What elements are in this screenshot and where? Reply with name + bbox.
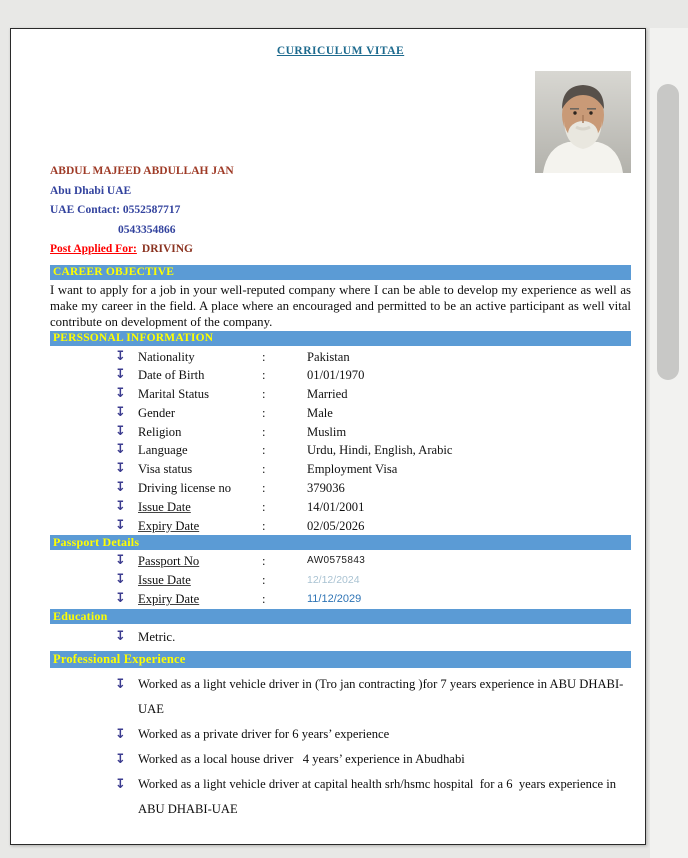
table-row — [50, 571, 631, 590]
down-arrow-bullet-icon: ↧ — [115, 553, 126, 569]
info-label: Driving license no — [138, 481, 232, 496]
info-value: Employment Visa — [307, 462, 398, 477]
colon-separator: : — [262, 499, 266, 514]
down-arrow-bullet-icon: ↧ — [115, 591, 126, 607]
post-applied-line — [50, 240, 631, 260]
table-row — [50, 590, 631, 609]
section-heading-education: Education — [50, 609, 631, 624]
info-value: 02/05/2026 — [307, 518, 365, 533]
table-row — [50, 552, 631, 571]
down-arrow-bullet-icon: ↧ — [115, 498, 126, 514]
list-item — [50, 747, 631, 772]
info-label: Nationality — [138, 349, 195, 364]
info-label: Date of Birth — [138, 368, 205, 383]
info-value: 01/01/1970 — [307, 368, 365, 383]
info-label: Visa status — [138, 462, 193, 477]
right-eyebrow — [587, 108, 596, 110]
down-arrow-bullet-icon: ↧ — [115, 726, 126, 742]
table-row — [50, 498, 631, 517]
table-row — [50, 366, 631, 385]
list-item — [50, 772, 631, 822]
info-label: Expiry Date — [138, 592, 200, 607]
table-row — [50, 404, 631, 423]
experience-item: Worked as a local house driver 4 years’ experience in Abudhabi — [138, 751, 465, 766]
down-arrow-bullet-icon: ↧ — [115, 676, 126, 692]
info-label: Passport No — [138, 554, 200, 569]
colon-separator: : — [262, 349, 266, 364]
colon-separator: : — [262, 481, 266, 496]
left-eye — [573, 111, 576, 114]
table-row — [50, 348, 631, 367]
section-heading-professional-experience: Professional Experience — [50, 651, 631, 668]
list-item — [50, 628, 631, 646]
passport-details-list — [50, 552, 631, 608]
down-arrow-bullet-icon: ↧ — [115, 404, 126, 420]
passport-issue-date-value: 12/12/2024 — [307, 574, 360, 587]
candidate-location: Abu Dhabi UAE — [50, 184, 132, 197]
colon-separator: : — [262, 592, 266, 607]
colon-separator: : — [262, 387, 266, 402]
info-label: Language — [138, 443, 188, 458]
page-title: CURRICULUM VITAE — [276, 45, 405, 57]
contact-primary: UAE Contact: 0552587717 — [50, 204, 181, 216]
colon-separator: : — [262, 462, 266, 477]
info-value: Urdu, Hindi, English, Arabic — [307, 443, 453, 458]
down-arrow-bullet-icon: ↧ — [115, 517, 126, 533]
info-value: 379036 — [307, 481, 345, 496]
table-row — [50, 423, 631, 442]
experience-item: Worked as a light vehicle driver in (Tro jan contracting )for 7 years experience in ABU DHABI-UAE — [138, 676, 624, 716]
down-arrow-bullet-icon: ↧ — [115, 751, 126, 767]
down-arrow-bullet-icon: ↧ — [115, 776, 126, 792]
info-label: Expiry Date — [138, 518, 200, 533]
down-arrow-bullet-icon: ↧ — [115, 442, 126, 458]
passport-expiry-date-value: 11/12/2029 — [307, 593, 362, 606]
down-arrow-bullet-icon: ↧ — [115, 461, 126, 477]
down-arrow-bullet-icon: ↧ — [115, 628, 126, 644]
info-value: Pakistan — [307, 349, 350, 364]
info-value: Muslim — [307, 424, 347, 439]
info-label: Marital Status — [138, 387, 210, 402]
list-item — [50, 722, 631, 747]
education-item: Metric. — [138, 629, 176, 644]
info-value: Married — [307, 387, 348, 402]
colon-separator: : — [262, 518, 266, 533]
table-row — [50, 441, 631, 460]
section-heading-personal-information: PERSSONAL INFORMATION — [50, 331, 631, 346]
colon-separator: : — [262, 424, 266, 439]
experience-list — [50, 672, 631, 822]
right-eye — [589, 111, 592, 114]
section-heading-career-objective: CAREER OBJECTIVE — [50, 265, 631, 280]
experience-item: Worked as a private driver for 6 years’ experience — [138, 726, 390, 741]
colon-separator: : — [262, 368, 266, 383]
profile-photo — [535, 71, 631, 173]
left-eyebrow — [570, 108, 579, 110]
down-arrow-bullet-icon: ↧ — [115, 423, 126, 439]
info-value: 14/01/2001 — [307, 499, 365, 514]
table-row — [50, 385, 631, 404]
personal-information-list — [50, 348, 631, 536]
info-label: Religion — [138, 424, 182, 439]
experience-item: Worked as a light vehicle driver at capital health srh/hsmc hospital for a 6 years experience in ABU DHABI-UAE — [138, 776, 619, 816]
down-arrow-bullet-icon: ↧ — [115, 348, 126, 364]
down-arrow-bullet-icon: ↧ — [115, 480, 126, 496]
info-label: Issue Date — [138, 499, 191, 514]
down-arrow-bullet-icon: ↧ — [115, 386, 126, 402]
beard-fill — [568, 121, 598, 147]
down-arrow-bullet-icon: ↧ — [115, 572, 126, 588]
list-item — [50, 672, 631, 722]
identity-block — [50, 162, 631, 260]
career-objective-text: I want to apply for a job in your well-reputed company where I can be able to develop my experience as well as make my career in the field. A place where an encouraged and permitted to be an active participant as well vital contribute on development of the company. — [50, 282, 631, 329]
scrollbar-thumb[interactable] — [657, 84, 679, 380]
colon-separator: : — [262, 405, 266, 420]
contact-secondary: 0543354866 — [118, 223, 176, 236]
post-applied-label: Post Applied For: — [50, 243, 137, 255]
colon-separator: : — [262, 443, 266, 458]
table-row — [50, 460, 631, 479]
post-applied-value: DRIVING — [141, 243, 194, 255]
table-row — [50, 479, 631, 498]
info-label: Issue Date — [138, 573, 191, 588]
colon-separator: : — [262, 554, 266, 569]
info-label: Gender — [138, 405, 176, 420]
table-row — [50, 517, 631, 536]
cv-page — [10, 28, 646, 845]
info-value: Male — [307, 405, 333, 420]
passport-number-value: AW0575843 — [307, 555, 366, 567]
candidate-name: ABDUL MAJEED ABDULLAH JAN — [50, 165, 234, 177]
down-arrow-bullet-icon: ↧ — [115, 367, 126, 383]
colon-separator: : — [262, 573, 266, 588]
section-heading-passport-details: Passport Details — [50, 535, 631, 550]
